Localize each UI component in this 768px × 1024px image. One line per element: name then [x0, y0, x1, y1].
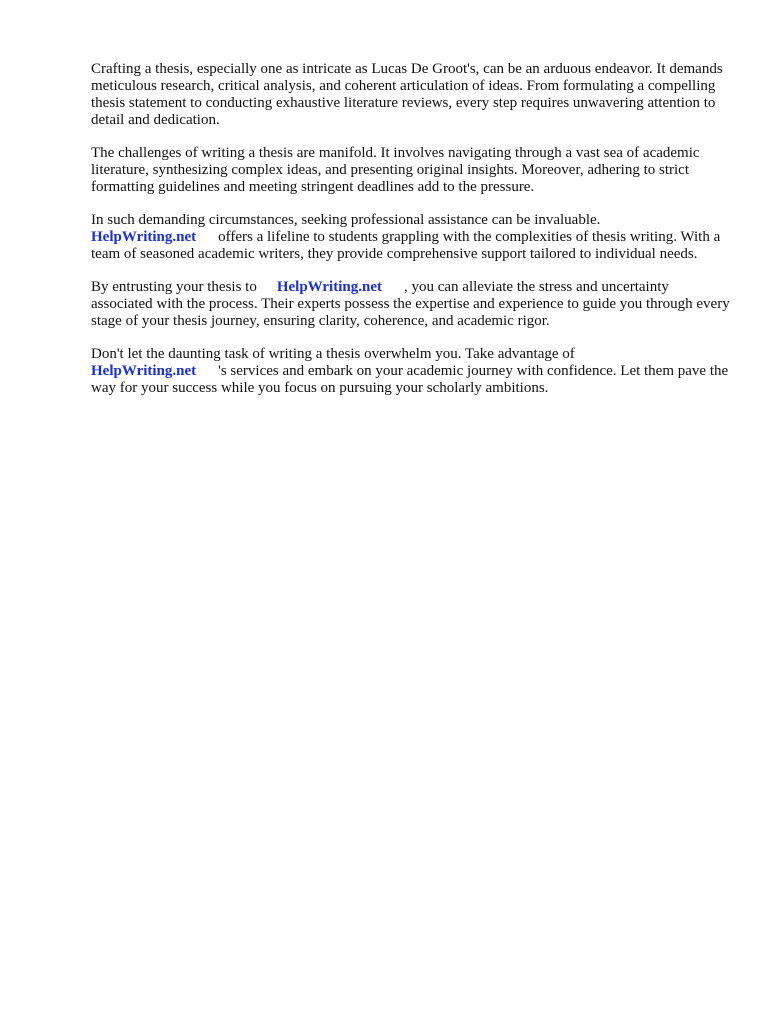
helpwriting-link-3[interactable]: HelpWriting.net: [91, 363, 197, 379]
paragraph-assistance: [91, 212, 731, 263]
paragraph-closing: [91, 346, 731, 397]
paragraph-intro: Crafting a thesis, especially one as intricate as Lucas De Groot's, can be an arduous endeavor. It demands meticulous research, critical analysis, and coherent articulation of ideas. From formulating a compelling thesis statement to conducting exhaustive literature reviews, every step requires unwavering attention to detail and dedication.: [91, 61, 723, 128]
helpwriting-link-2[interactable]: HelpWriting.net: [276, 279, 382, 295]
paragraph-entrusting-text-before: By entrusting your thesis to: [91, 279, 257, 295]
helpwriting-link-1[interactable]: HelpWriting.net: [91, 229, 197, 245]
paragraph-assistance-text-after: offers a lifeline to students grappling with the complexities of thesis writing. With a team of seasoned academic writers, they provide comprehensive support tailored to individual needs.: [91, 229, 721, 262]
paragraph-challenges: The challenges of writing a thesis are manifold. It involves navigating through a vast sea of academic literature, synthesizing complex ideas, and presenting original insights. Moreover, adhering to strict formatting guidelines and meeting stringent deadlines add to the pressure.: [91, 145, 700, 195]
paragraph-closing-text-after: 's services and embark on your academic journey with confidence. Let them pave the way for your success while you focus on pursuing your scholarly ambitions.: [91, 363, 729, 396]
paragraph-entrusting-text-after: , you can alleviate the stress and uncertainty associated with the process. Their experts possess the expertise and experience to guide you through every stage of your thesis journey, ensuring clarity, coherence, and academic rigor.: [91, 279, 730, 329]
paragraph-closing-text-before: Don't let the daunting task of writing a thesis overwhelm you. Take advantage of: [91, 346, 575, 362]
paragraph-assistance-text-before: In such demanding circumstances, seeking professional assistance can be invaluable.: [91, 212, 601, 228]
paragraph-entrusting: [91, 279, 731, 330]
document-page: [91, 61, 731, 413]
